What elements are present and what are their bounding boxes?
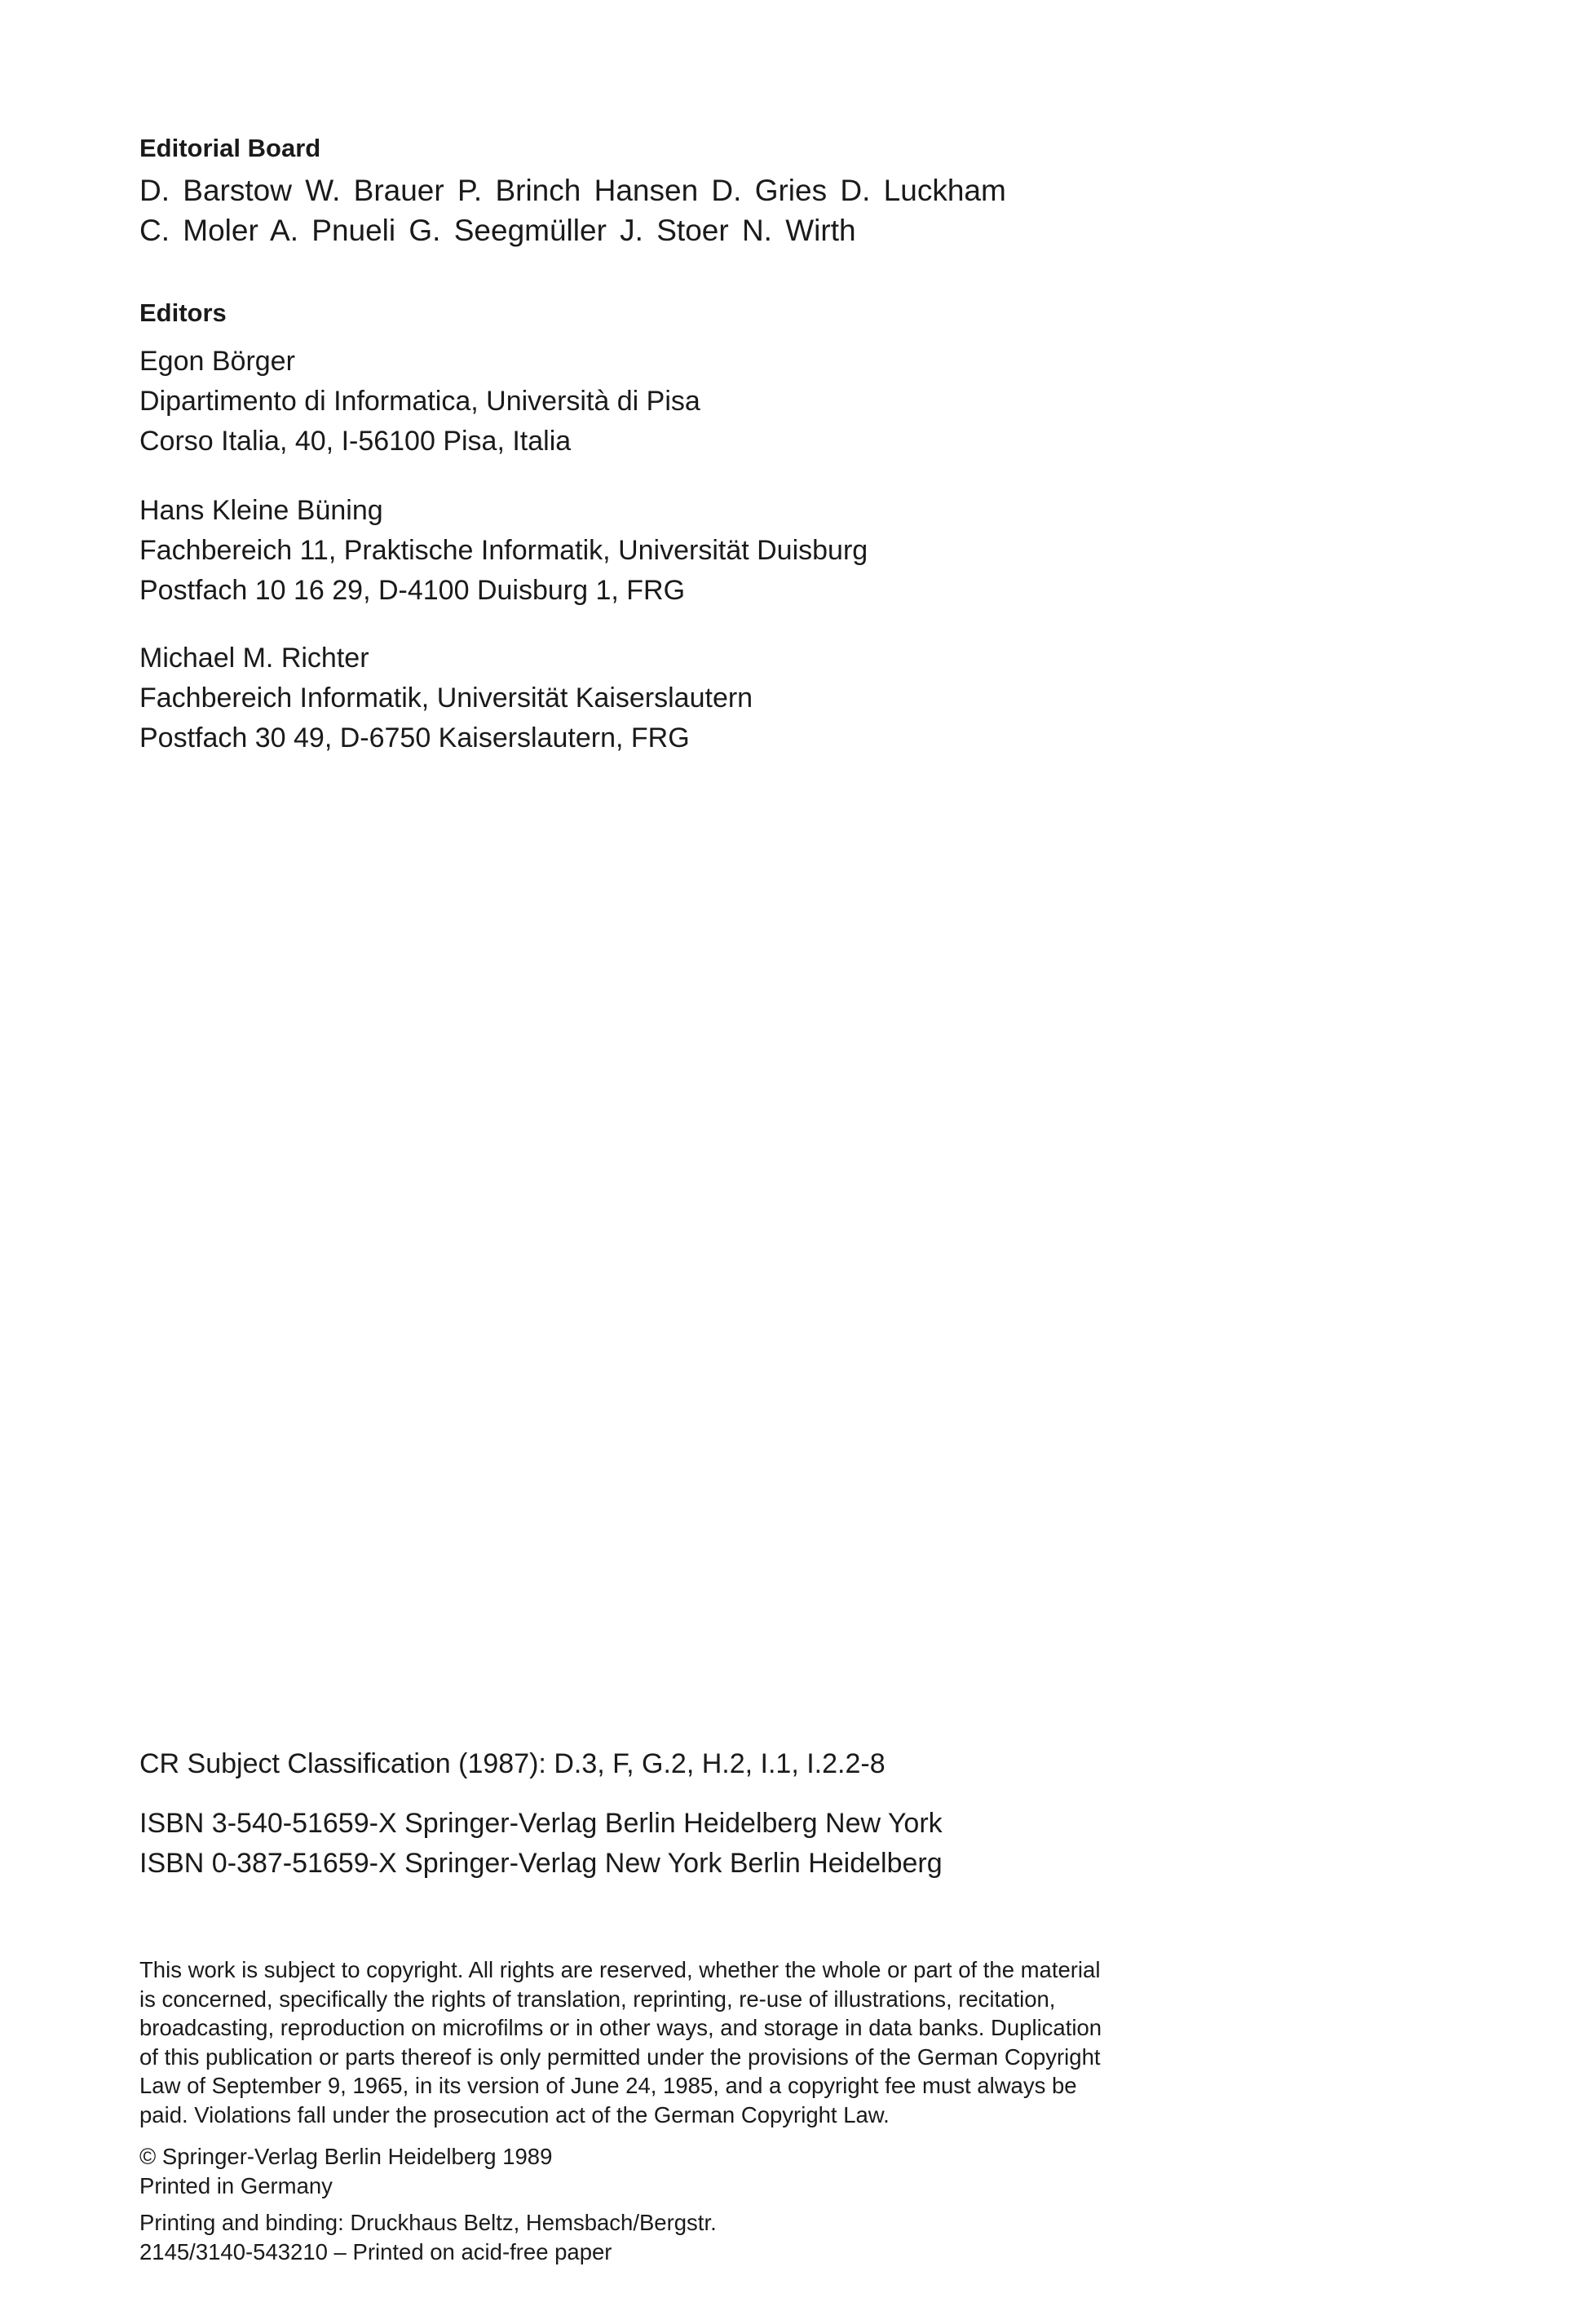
printing-line: Printing and binding: Druckhaus Beltz, Hemsbach/Bergstr. <box>139 2210 717 2235</box>
editorial-board-heading: Editorial Board <box>139 134 321 162</box>
printing-block <box>139 2208 717 2266</box>
isbn-line: ISBN 3-540-51659-X Springer-Verlag Berlin Heidelberg New York <box>139 1808 943 1839</box>
copyright-notice-line: Law of September 9, 1965, in its version of June 24, 1985, and a copyright fee must always be <box>139 2073 1077 2098</box>
printed-in-line: Printed in Germany <box>139 2172 333 2198</box>
copyright-notice-line: paid. Violations fall under the prosecution act of the German Copyright Law. <box>139 2101 890 2127</box>
editor-name: Egon Börger <box>139 346 295 377</box>
editors-heading: Editors <box>139 298 227 327</box>
printing-line: 2145/3140-543210 – Printed on acid-free paper <box>139 2238 612 2264</box>
editorial-board-line: D. Barstow W. Brauer P. Brinch Hansen D. Gries D. Luckham <box>139 174 1006 207</box>
editor-entry <box>139 342 700 462</box>
editorial-board-names <box>139 170 1006 250</box>
editor-affiliation: Dipartimento di Informatica, Università di Pisa <box>139 386 700 417</box>
editor-entry <box>139 491 868 611</box>
editorial-board-line: C. Moler A. Pnueli G. Seegmüller J. Stoer N. Wirth <box>139 214 856 247</box>
cr-subject-classification: CR Subject Classification (1987): D.3, F, G.2, H.2, I.1, I.2.2-8 <box>139 1748 886 1779</box>
copyright-notice-line: of this publication or parts thereof is only permitted under the provisions of the German Copyright <box>139 2043 1101 2070</box>
editorial-board-section <box>139 130 1006 250</box>
editor-entry <box>139 638 753 758</box>
editor-affiliation: Fachbereich Informatik, Universität Kaiserslautern <box>139 683 753 714</box>
copyright-notice-line: broadcasting, reproduction on microfilms or in other ways, and storage in data banks. Duplication <box>139 2015 1102 2040</box>
copyright-notice-line: is concerned, specifically the rights of translation, reprinting, re-use of illustrations, recitation, <box>139 1986 1056 2012</box>
editor-name: Michael M. Richter <box>139 643 369 674</box>
copyright-notice-line: This work is subject to copyright. All rights are reserved, whether the whole or part of the material <box>139 1957 1101 1982</box>
editor-affiliation: Fachbereich 11, Praktische Informatik, Universität Duisburg <box>139 535 868 566</box>
publisher-block <box>139 2142 552 2200</box>
editor-address: Postfach 10 16 29, D-4100 Duisburg 1, FRG <box>139 575 686 606</box>
isbn-block <box>139 1804 943 1884</box>
copyright-line: © Springer-Verlag Berlin Heidelberg 1989 <box>139 2144 553 2169</box>
editor-address: Corso Italia, 40, I-56100 Pisa, Italia <box>139 426 572 457</box>
isbn-line: ISBN 0-387-51659-X Springer-Verlag New York Berlin Heidelberg <box>139 1848 943 1879</box>
editor-address: Postfach 30 49, D-6750 Kaiserslautern, FRG <box>139 722 690 753</box>
copyright-notice <box>139 1955 1102 2129</box>
editor-name: Hans Kleine Büning <box>139 495 383 526</box>
